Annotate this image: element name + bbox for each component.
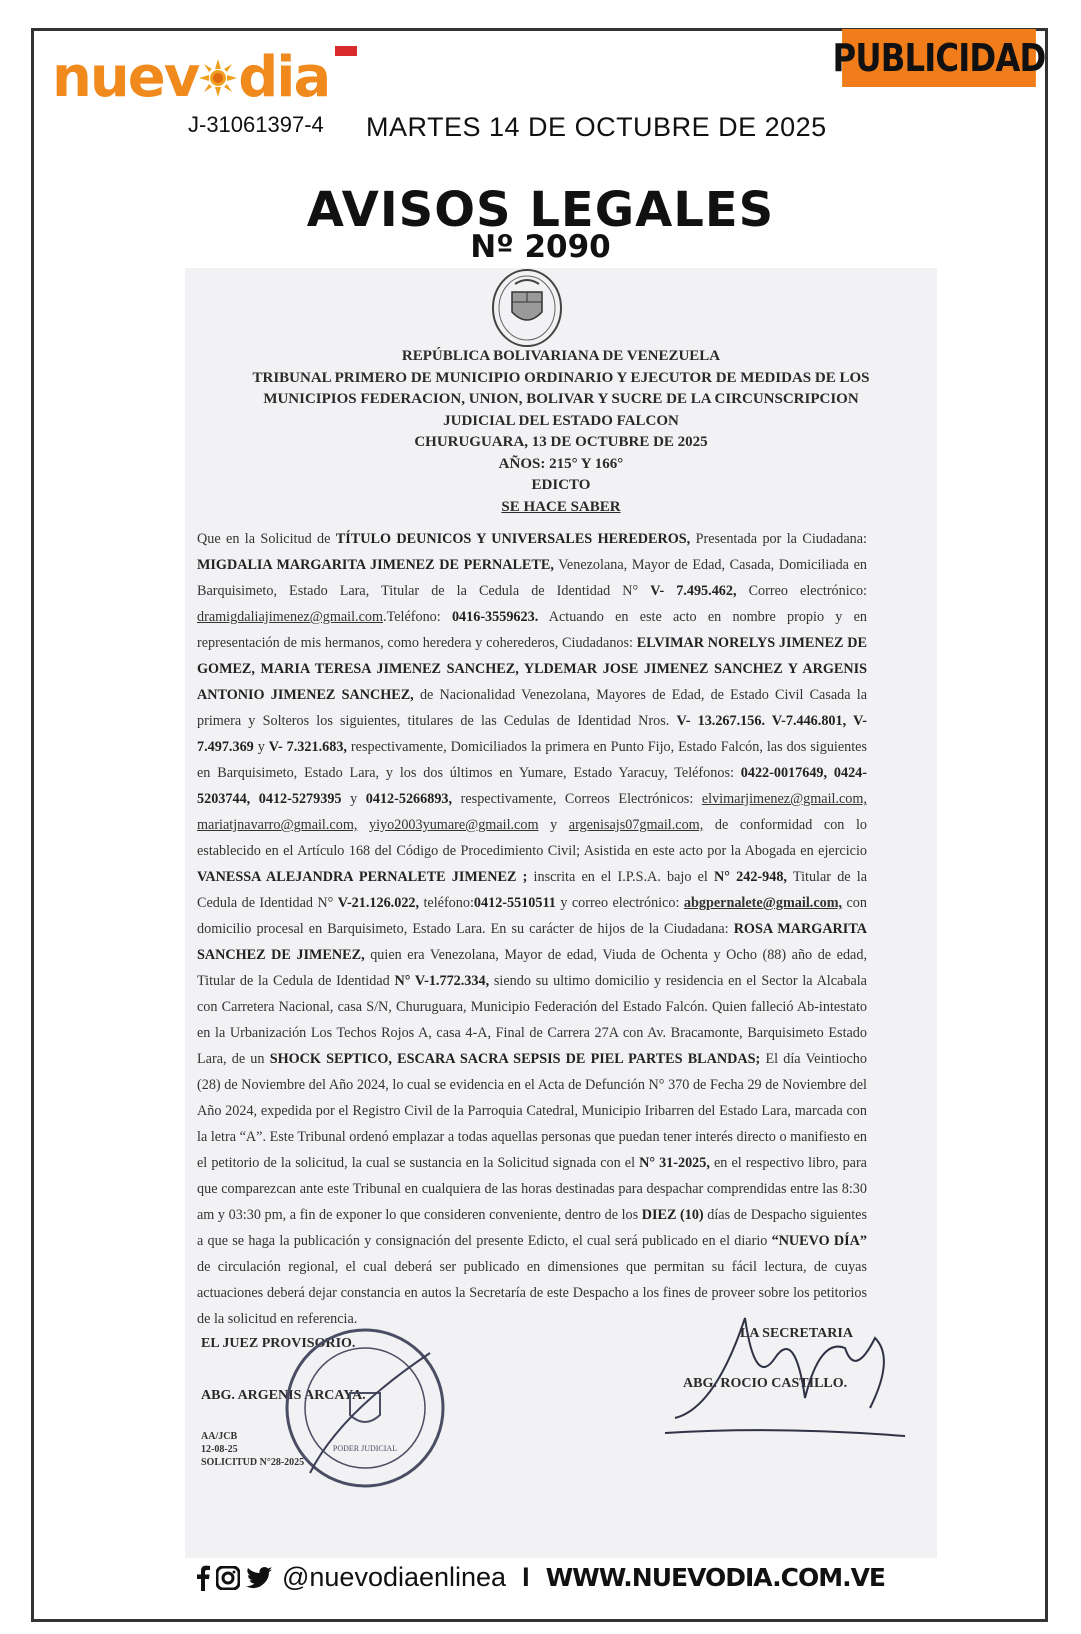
judge-title: EL JUEZ PROVISORIO. (201, 1336, 356, 1351)
legal-notice-document (185, 268, 937, 1558)
facebook-icon[interactable] (196, 1565, 210, 1591)
heading-line: JUDICIAL DEL ESTADO FALCON (443, 412, 679, 429)
newspaper-logo (52, 45, 330, 110)
twitter-icon[interactable] (246, 1567, 272, 1589)
heading-line: CHURUGUARA, 13 DE OCTUBRE DE 2025 (414, 434, 708, 450)
heading-line: EDICTO (531, 477, 591, 493)
instagram-icon[interactable] (216, 1566, 240, 1590)
page-footer (0, 1562, 1081, 1593)
heading-line: MUNICIPIOS FEDERACION, UNION, BOLIVAR Y SUCRE DE LA CIRCUNSCRIPCION (263, 391, 859, 407)
section-banner: PUBLICIDAD (842, 29, 1036, 87)
judge-name: ABG. ARGENIS ARCAYA. (201, 1388, 366, 1403)
footer-separator: I (522, 1562, 530, 1592)
notice-body: Que en la Solicitud de TÍTULO DEUNICOS Y UNIVERSALES HEREDEROS, Presentada por la Ciudadana: MIGDALIA MARGARITA JIMENEZ DE PERNALETE, Venezolana, Mayor de Edad, Casada, Domiciliada en Barquisimeto, Estado Lara, Titular de la Cedula de Identidad N° V- 7.495.462, Correo electrónico: dramigdaliajimenez@gmail.com.Teléfono: 0416-3559623. Actuando en este acto en nombre propio y en representación de mis hermanos, como heredera y coherederos, Ciudadanos: ELVIMAR NORELYS JIMENEZ DE GOMEZ, MARIA TERESA JIMENEZ SANCHEZ, YLDEMAR JOSE JIMENEZ SANCHEZ Y ARGENIS ANTONIO JIMENEZ SANCHEZ, de Nacionalidad Venezolana, Mayores de Edad, de Estado Civil Casada la primera y Solteros los siguientes, titulares de las Cedulas de Identidad Nros. V- 13.267.156. V-7.446.801, V-7.497.369 y V- 7.321.683, respectivamente, Domiciliados la primera en Punto Fijo, Estado Falcón, las dos siguientes en Barquisimeto, Estado Lara, y los dos últimos en Yumare, Estado Yaracuy, Teléfonos: 0422-0017649, 0424-5203744, 0412-5279395 y 0412-5266893, respectivamente, Correos Electrónicos: elvimarjimenez@gmail.com, mariatjnavarro@gmail.com, yiyo2003yumare@gmail.com y argenisajs07gmail.com, de conformidad con lo establecido en el Artículo 168 del Código de Procedimiento Civil; Asistida en este acto por la Abogada en ejercicio VANESSA ALEJANDRA PERNALETE JIMENEZ ; inscrita en el I.P.S.A. bajo el N° 242-948, Titular de la Cedula de Identidad N° V-21.126.022, teléfono:0412-5510511 y correo electrónico: abgpernalete@gmail.com, con domicilio procesal en Barquisimeto, Estado Lara. En su carácter de hijos de la Ciudadana: ROSA MARGARITA SANCHEZ DE JIMENEZ, quien era Venezolana, Mayor de edad, Viuda de Ochenta y Ocho (88) año de edad, Titular de la Cedula de Identidad N° V-1.772.334, siendo su ultimo domicilio y residencia en el Sector la Alcabala con Carretera Nacional, casa S/N, Churuguara, Municipio Federación del Estado Falcón. Quien falleció Ab-intestato en la Urbanización Los Techos Rojos A, casa 4-A, Final de Carrera 27A con Av. Bracamonte, Barquisimeto Estado Lara, de un SHOCK SEPTICO, ESCARA SACRA SEPSIS DE PIEL PARTES BLANDAS; El día Veintiocho (28) de Noviembre del Año 2024, lo cual se evidencia en el Acta de Defunción N° 370 de Fecha 29 de Noviembre del Año 2024, expedida por el Registro Civil de la Parroquia Catedral, Municipio Iribarren del Estado Lara, marcada con la letra “A”. Este Tribunal ordenó emplazar a todas aquellas personas que puedan tener interés directo o manifiesto en el petitorio de la solicitud, la cual se sustancia en la Solicitud signada con el N° 31-2025, en el respectivo libro, para que comparezcan ante este Tribunal en cualquiera de las horas destinadas para despachar comprendidas entre las 8:30 am y 03:30 pm, a fin de exponer lo que consideren conveniente, dentro de los DIEZ (10) días de Despacho siguientes a que se haga la publicación y consignación del presente Edicto, el cual será publicado en el diario “NUEVO DÍA” de circulación regional, el cual deberá ser publicado en dimensiones que permitan su fácil lectura, de cuyas actuaciones deberá dejar constancia en autos la Secretaría de este Despacho a los fines de proveer sobre los petitorios de la solicitud en referencia. (197, 531, 868, 1327)
secretary-name: ABG. ROCIO CASTILLO. (683, 1376, 848, 1391)
email-link: mariatjnavarro@gmail.com, (197, 817, 358, 833)
se-hace-saber: SE HACE SABER (501, 498, 621, 515)
secretary-title: LA SECRETARIA (740, 1326, 853, 1341)
issue-number: Nº 2090 (470, 229, 611, 265)
issue-date: MARTES 14 DE OCTUBRE DE 2025 (366, 112, 827, 142)
secretary-signature (655, 1298, 915, 1458)
page-title: AVISOS LEGALES (306, 182, 775, 238)
email-link: yiyo2003yumare@gmail.com (369, 817, 539, 833)
email-link: dramigdaliajimenez@gmail.com (197, 609, 384, 625)
heading-line: TRIBUNAL PRIMERO DE MUNICIPIO ORDINARIO Y EJECUTOR DE MEDIDAS DE LOS (252, 369, 870, 386)
social-handle[interactable]: @nuevodiaenlinea (281, 1562, 507, 1592)
coat-of-arms-icon (490, 268, 564, 348)
heading-line: REPÚBLICA BOLIVARIANA DE VENEZUELA (401, 348, 721, 364)
logo-accent-icon (335, 46, 357, 56)
email-link: elvimarjimenez@gmail.com, (701, 791, 867, 807)
document-heading (185, 346, 937, 518)
email-link: abgpernalete@gmail.com, (683, 895, 843, 911)
stamp-label: PODER JUDICIAL (332, 1444, 398, 1453)
social-icons (196, 1565, 272, 1591)
sun-icon (198, 58, 238, 98)
heading-line: AÑOS: 215° Y 166° (498, 455, 624, 472)
court-stamp (280, 1323, 450, 1493)
rif-number: J-31061397-4 (188, 112, 324, 137)
reference-block: AA/JCB 12-08-25 SOLICITUD N°28-2025 (201, 1431, 305, 1468)
email-link: argenisajs07gmail.com, (568, 817, 704, 833)
logo-left-text: nuev (52, 45, 199, 110)
logo-right-text: dia (238, 45, 330, 110)
website-link[interactable]: WWW.NUEVODIA.COM.VE (545, 1563, 886, 1592)
